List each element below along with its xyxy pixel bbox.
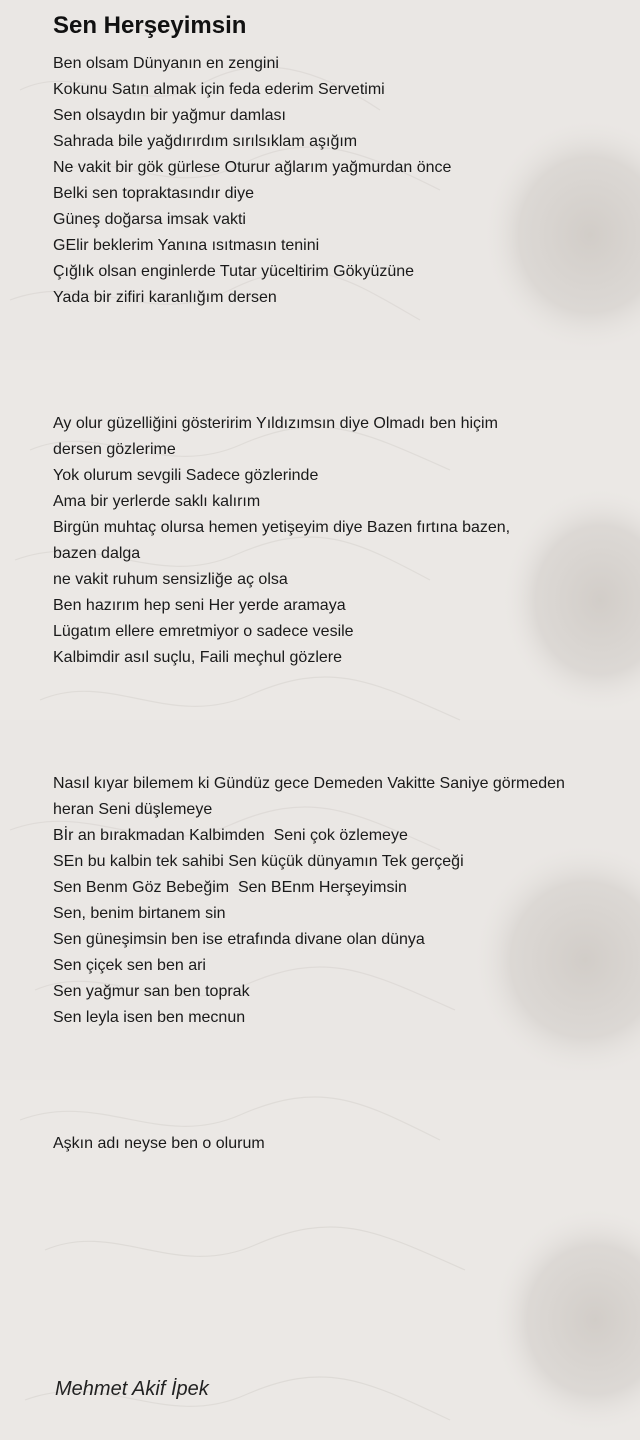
stanza-3: [53, 771, 613, 1031]
poem-line: Lügatım ellere emretmiyor o sadece vesile: [53, 623, 354, 640]
stanza-2: [53, 411, 613, 671]
poem-line: Ama bir yerlerde saklı kalırım: [53, 493, 261, 510]
poem-line: Güneş doğarsa imsak vakti: [53, 211, 246, 228]
poem-line: Sen çiçek sen ben ari: [53, 957, 206, 974]
poem-line: Yada bir zifiri karanlığım dersen: [53, 289, 277, 306]
poem-line: Bİr an bırakmadan Kalbimden Seni çok özlemeye: [53, 827, 408, 844]
poem-author: Mehmet Akif İpek: [55, 1378, 209, 1400]
poem-line: Aşkın adı neyse ben o olurum: [53, 1135, 265, 1152]
stanza-4: [53, 1131, 613, 1157]
poem-line: Belki sen topraktasındır diye: [53, 185, 254, 202]
poem-title: Sen Herşeyimsin: [53, 12, 247, 39]
poem-line: Sen, benim birtanem sin: [53, 905, 226, 922]
poem-line: GElir beklerim Yanına ısıtmasın tenini: [53, 237, 320, 254]
poem-line: ne vakit ruhum sensizliğe aç olsa: [53, 571, 288, 588]
poem-line: Nasıl kıyar bilemem ki Gündüz gece Demeden Vakitte Saniye görmeden: [53, 775, 565, 792]
poem-line: heran Seni düşlemeye: [53, 801, 213, 818]
stanza-1: [53, 51, 613, 311]
poem-line: Kokunu Satın almak için feda ederim Servetimi: [53, 81, 385, 98]
poem-line: Ben olsam Dünyanın en zengini: [53, 55, 279, 72]
poem-line: Sen Benm Göz Bebeğim Sen BEnm Herşeyimsin: [53, 879, 407, 896]
poem-line: Sen olsaydın bir yağmur damlası: [53, 107, 286, 124]
poem-line: Sahrada bile yağdırırdım sırılsıklam aşığım: [53, 133, 358, 150]
poem-line: Yok olurum sevgili Sadece gözlerinde: [53, 467, 319, 484]
poem-line: Sen güneşimsin ben ise etrafında divane olan dünya: [53, 931, 425, 948]
poem-line: Birgün muhtaç olursa hemen yetişeyim diye Bazen fırtına bazen,: [53, 519, 511, 536]
poem-line: bazen dalga: [53, 545, 141, 562]
poem-line: Ay olur güzelliğini gösteririm Yıldızımsın diye Olmadı ben hiçim: [53, 415, 498, 432]
poem-line: Sen leyla isen ben mecnun: [53, 1009, 246, 1026]
poem-line: Kalbimdir asıl suçlu, Faili meçhul gözlere: [53, 649, 342, 666]
poem-line: SEn bu kalbin tek sahibi Sen küçük dünyamın Tek gerçeği: [53, 853, 464, 870]
poem-line: Ben hazırım hep seni Her yerde aramaya: [53, 597, 346, 614]
poem-line: Çığlık olsan enginlerde Tutar yüceltirim Gökyüzüne: [53, 263, 415, 280]
poem-line: Sen yağmur san ben toprak: [53, 983, 250, 1000]
poem-line: dersen gözlerime: [53, 441, 176, 458]
poem-line: Ne vakit bir gök gürlese Oturur ağlarım yağmurdan önce: [53, 159, 452, 176]
